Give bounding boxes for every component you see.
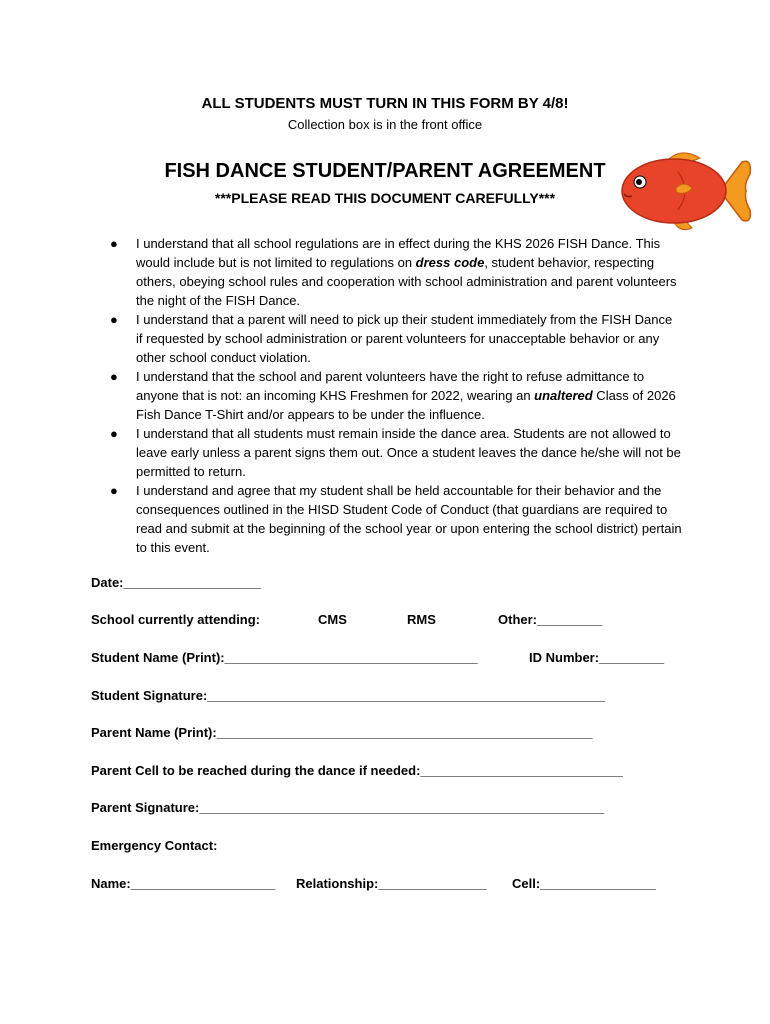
emphasis-text: unaltered — [534, 388, 593, 403]
parent-signature-field[interactable]: Parent Signature:________________________________________________________ — [91, 800, 605, 815]
agreement-text: I understand that a parent will need to pick up their student immediately from the FISH Dance if requested by school administration or parent volunteers for unacceptable behavior or any other school conduct violation. — [136, 312, 673, 365]
agreement-item — [110, 481, 682, 557]
agreement-text: I understand that all school regulations are in effect during the KHS 2026 FISH Dance. This would include but is not limited to regulations on — [136, 236, 661, 270]
agreement-text: Class of 2026 Fish Dance T-Shirt and/or appears to be under the influence. — [136, 388, 676, 422]
school-option-cms[interactable]: CMS — [318, 612, 347, 627]
emphasis-text: dress code — [415, 255, 485, 270]
agreement-item — [110, 234, 682, 310]
bullet-icon: ● — [110, 369, 118, 384]
goldfish-icon — [618, 148, 752, 234]
agreement-text: I understand that all students must remain inside the dance area. Students are not allowed to leave early unless a parent signs them out. Once a student leaves the dance he/she will not be permitted to return. — [136, 426, 681, 479]
school-option-rms[interactable]: RMS — [407, 612, 436, 627]
agreement-item — [110, 310, 682, 367]
emergency-relationship-field[interactable]: Relationship:_______________ — [296, 876, 487, 891]
agreement-text: I understand and agree that my student shall be held accountable for their behavior and the consequences outlined in the HISD Student Code of Conduct (that guardians are required to read and submit at the beginning of the school year or upon entering the school district) pertain to this event. — [136, 483, 682, 555]
agreement-list — [110, 234, 682, 557]
collection-note: Collection box is in the front office — [287, 117, 483, 132]
bullet-icon: ● — [110, 312, 118, 327]
agreement-text: , student behavior, respecting others, obeying school rules and cooperation with school administration and parent volunteers the night of the FISH Dance. — [136, 255, 677, 308]
student-name-field[interactable]: Student Name (Print):___________________________________ — [91, 650, 478, 665]
agreement-item — [110, 367, 682, 424]
read-notice: ***PLEASE READ THIS DOCUMENT CAREFULLY*** — [214, 190, 556, 206]
student-signature-field[interactable]: Student Signature:_______________________________________________________ — [91, 688, 605, 703]
emergency-name-field[interactable]: Name:____________________ — [91, 876, 276, 891]
deadline-heading: ALL STUDENTS MUST TURN IN THIS FORM BY 4/8! — [201, 95, 569, 112]
bullet-icon: ● — [110, 483, 118, 498]
bullet-icon: ● — [110, 426, 118, 441]
date-field[interactable]: Date:___________________ — [91, 575, 261, 590]
emergency-contact-label: Emergency Contact: — [91, 838, 218, 853]
school-label: School currently attending: — [91, 612, 261, 627]
agreement-text: I understand that the school and parent volunteers have the right to refuse admittance to anyone that is not: an incoming KHS Freshmen for 2022, wearing an — [136, 369, 645, 403]
parent-name-field[interactable]: Parent Name (Print):____________________________________________________ — [91, 725, 593, 740]
bullet-icon: ● — [110, 236, 118, 251]
agreement-item — [110, 424, 682, 481]
document-title: FISH DANCE STUDENT/PARENT AGREEMENT — [164, 160, 606, 182]
id-number-field[interactable]: ID Number:_________ — [529, 650, 665, 665]
parent-cell-field[interactable]: Parent Cell to be reached during the dance if needed:____________________________ — [91, 763, 623, 778]
emergency-cell-field[interactable]: Cell:________________ — [512, 876, 656, 891]
school-other-field[interactable]: Other:_________ — [498, 612, 603, 627]
